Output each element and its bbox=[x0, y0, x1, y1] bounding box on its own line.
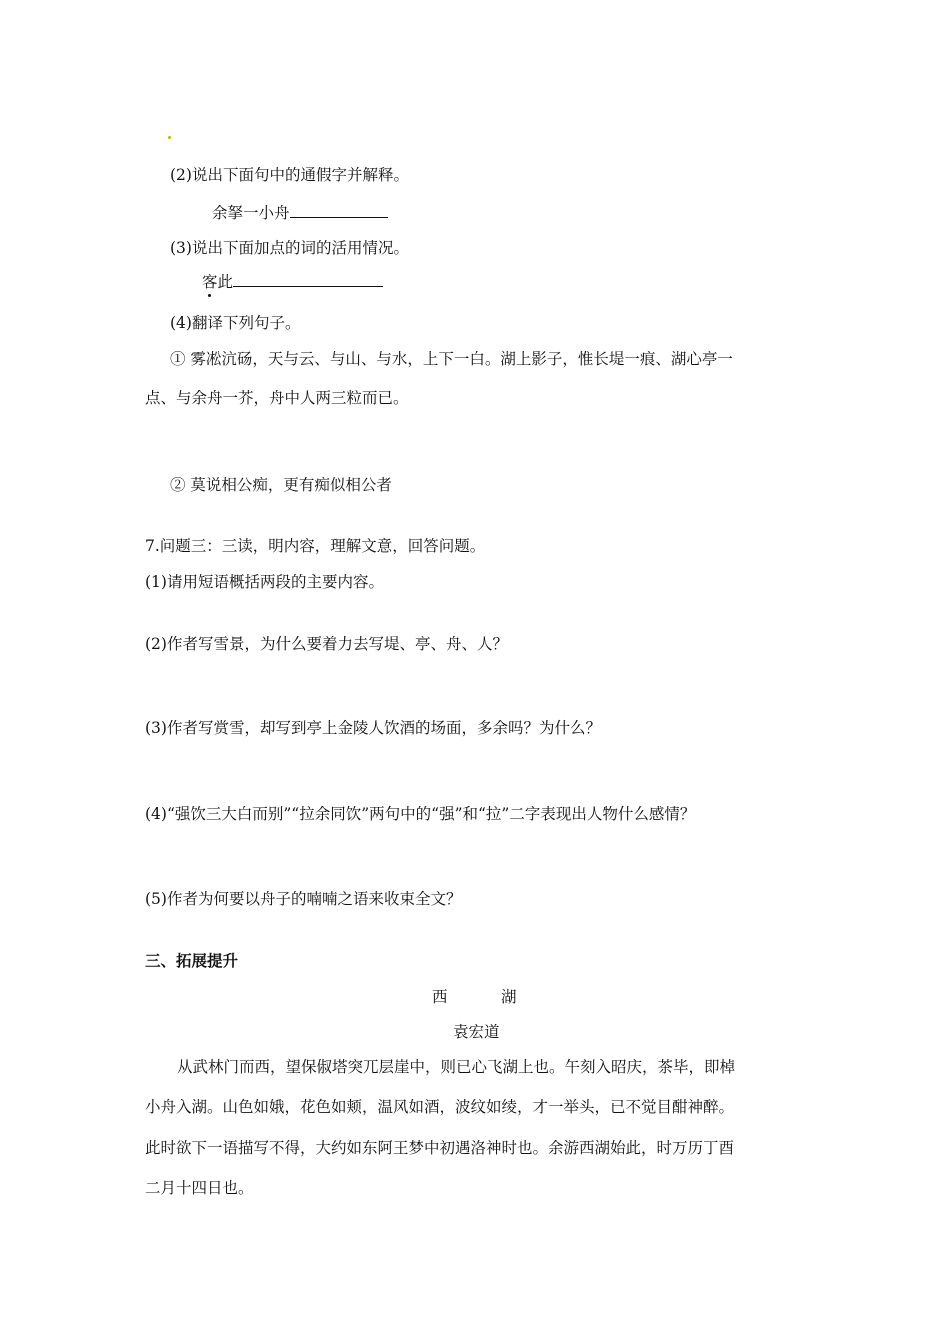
q6-sub3-word-line bbox=[202, 270, 383, 292]
q6-sub4-prompt: (4)翻译下列句子。 bbox=[170, 314, 301, 332]
q7-title: 7.问题三：三读，明内容，理解文意，回答问题。 bbox=[145, 537, 486, 555]
q7-sub1: (1)请用短语概括两段的主要内容。 bbox=[145, 573, 384, 591]
poem-author: 袁宏道 bbox=[453, 1023, 500, 1041]
q6-sub3-prompt: (3)说出下面加点的词的活用情况。 bbox=[170, 239, 409, 257]
emphasized-word: 客 bbox=[202, 270, 218, 292]
passage-line-1: 从武林门而西，望保俶塔突兀层崖中，则已心飞湖上也。午刻入昭庆，茶毕，即棹 bbox=[177, 1058, 736, 1076]
q6-sub2-sentence-line bbox=[212, 201, 388, 223]
scan-speck bbox=[168, 136, 171, 139]
section3-heading: 三、拓展提升 bbox=[145, 951, 239, 970]
q6-sub3-rest: 此 bbox=[217, 273, 234, 291]
answer-blank[interactable] bbox=[233, 285, 383, 287]
q7-sub4: (4)“强饮三大白而别”“拉余同饮”两句中的“强”和“拉”二字表现出人物什么感情？ bbox=[145, 805, 696, 823]
q7-sub3: (3)作者写赏雪，却写到亭上金陵人饮酒的场面，多余吗？为什么？ bbox=[145, 719, 601, 737]
passage-line-2: 小舟入湖。山色如娥，花色如颊，温风如酒，波纹如绫，才一举头，已不觉目酣神醉。 bbox=[145, 1098, 735, 1116]
q6-sub4-item2: ② 莫说相公痴，更有痴似相公者 bbox=[170, 476, 392, 494]
q6-sub4-item1-line2: 点、与余舟一芥，舟中人两三粒而已。 bbox=[145, 389, 409, 407]
q7-sub2: (2)作者写雪景，为什么要着力去写堤、亭、舟、人？ bbox=[145, 635, 508, 653]
poem-title-char-1: 西 bbox=[432, 988, 448, 1006]
q6-sub2-sentence: 余拏一小舟 bbox=[212, 204, 290, 222]
passage-line-3: 此时欲下一语描写不得，大约如东阿王梦中初遇洛神时也。余游西湖始此，时万历丁酉 bbox=[145, 1139, 735, 1157]
poem-title-char-2: 湖 bbox=[501, 988, 517, 1006]
answer-blank[interactable] bbox=[290, 216, 388, 218]
passage-line-4: 二月十四日也。 bbox=[145, 1179, 254, 1197]
q6-sub4-item1-line1: ① 雾凇沆砀，天与云、与山、与水，上下一白。湖上影子，惟长堤一痕、湖心亭一 bbox=[170, 350, 733, 368]
q6-sub2-prompt: (2)说出下面句中的通假字并解释。 bbox=[170, 166, 409, 184]
q7-sub5: (5)作者为何要以舟子的喃喃之语来收束全文？ bbox=[145, 890, 462, 908]
